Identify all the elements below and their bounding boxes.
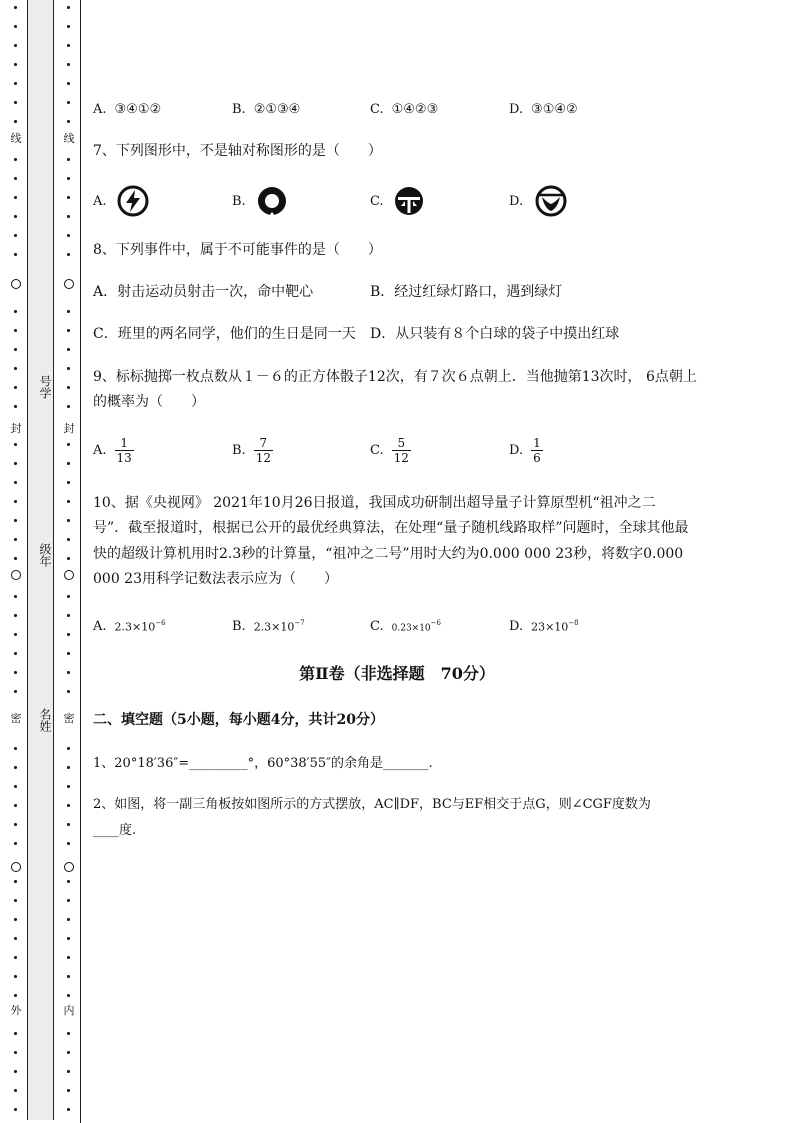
outer-circle-mark (11, 570, 21, 580)
outer-margin-char: 密 (10, 712, 22, 725)
binding-dot (67, 63, 70, 66)
binding-dot (67, 215, 70, 218)
q10-option-d: D. $23\times 10^{-8}$ (509, 619, 579, 635)
binding-dot (14, 880, 17, 883)
fill-question-2-line2: ____度. (93, 823, 137, 838)
binding-dot (14, 1108, 17, 1111)
binding-dot (14, 405, 17, 408)
inner-margin-char: 密 (63, 712, 75, 725)
outer-margin-char: 封 (10, 422, 22, 435)
inner-margin-char: 内 (63, 1004, 75, 1017)
q6-option-d: D. ③①④② (509, 102, 578, 117)
student-info-strip (27, 0, 54, 1120)
binding-dot (14, 519, 17, 522)
q7-stem: 7、下列图形中，不是轴对称图形的是（ ） (93, 143, 382, 159)
binding-dot (67, 880, 70, 883)
binding-dot (14, 6, 17, 9)
binding-dot (67, 253, 70, 256)
q10-line1: 10、据《央视网》 2021年10月26日报道，我国成功研制出超导量子计算原型机“祖冲之二 (93, 495, 656, 511)
binding-dot (14, 329, 17, 332)
binding-dot (67, 196, 70, 199)
outer-margin-char: 线 (10, 132, 22, 145)
binding-dot (67, 6, 70, 9)
binding-dot (67, 652, 70, 655)
binding-dot (67, 386, 70, 389)
inner-margin-char: 封 (63, 422, 75, 435)
binding-dot (14, 690, 17, 693)
binding-dot (67, 120, 70, 123)
binding-dot (67, 918, 70, 921)
binding-dot (14, 253, 17, 256)
binding-dot (14, 785, 17, 788)
binding-dot (67, 842, 70, 845)
outer-dotted-line (9, 0, 23, 1123)
inner-circle-mark (64, 862, 74, 872)
binding-dot (67, 367, 70, 370)
student-number-label: 号学 (38, 375, 52, 399)
binding-dot (14, 234, 17, 237)
binding-dot (67, 462, 70, 465)
binding-dot (14, 443, 17, 446)
outer-circle-mark (11, 279, 21, 289)
binding-dot (67, 785, 70, 788)
binding-dot (14, 348, 17, 351)
binding-dot (67, 899, 70, 902)
q8-option-a: A．射击运动员射击一次，命中靶心 (93, 284, 314, 300)
ring-drop-icon (255, 184, 289, 218)
q7-letter-d: D. (509, 194, 524, 209)
binding-dot (14, 975, 17, 978)
fraction: $\frac{1}{13}$ (116, 436, 132, 465)
binding-dot (14, 956, 17, 959)
q9-option-c: C. $\frac{5}{12}$ (370, 436, 409, 465)
binding-dot (67, 158, 70, 161)
q10-option-c: C. $0.23\times 10^{-6}$ (370, 619, 441, 635)
q6-option-a: A. ③④①② (93, 102, 162, 117)
binding-dot (14, 747, 17, 750)
binding-dot (14, 899, 17, 902)
q10-line3: 快的超级计算机用时2.3秒的计算量，“祖冲之二号”用时大约为0.000 000 23秒，将数字0.000 (93, 546, 684, 562)
binding-dot (67, 595, 70, 598)
binding-dot (67, 519, 70, 522)
binding-dot (14, 994, 17, 997)
fill-question-2-line1: 2、如图，将一副三角板按如图所示的方式摆放，AC∥DF，BC与EF相交于点G，则∠CGF度数为 (93, 797, 651, 812)
binding-dot (67, 937, 70, 940)
q8-stem: 8、下列事件中，属于不可能事件的是（ ） (93, 242, 382, 258)
binding-dot (67, 690, 70, 693)
q8-option-c: C．班里的两名同学，他们的生日是同一天 (93, 326, 356, 342)
fraction: $\frac{5}{12}$ (393, 436, 409, 465)
binding-dot (14, 595, 17, 598)
q6-option-c: C. ①④②③ (370, 102, 439, 117)
binding-dot (14, 842, 17, 845)
q9-stem-line1: 9、标标抛掷一枚点数从１－６的正方体骰子12次，有７次６点朝上．当他抛第13次时， 6点朝上 (93, 369, 697, 385)
binding-dot (14, 101, 17, 104)
binding-dot (14, 1051, 17, 1054)
inner-dotted-line (62, 0, 76, 1123)
q9-option-d: D. $\frac{1}{6}$ (509, 436, 541, 465)
binding-dot (14, 614, 17, 617)
fill-question-1: 1、20°18′36″=_________°，60°38′55″的余角是_______. (93, 756, 433, 771)
q8-option-b: B．经过红绿灯路口，遇到绿灯 (370, 284, 563, 300)
binding-dot (14, 937, 17, 940)
q8-option-d: D．从只装有８个白球的袋子中摸出红球 (370, 326, 620, 342)
binding-dot (67, 1051, 70, 1054)
outer-margin-char: 外 (10, 1004, 22, 1017)
lightning-circle-icon (116, 184, 150, 218)
binding-dot (14, 215, 17, 218)
part2-title: 二、填空题（5小题，每小题4分，共计20分） (93, 712, 384, 728)
binding-dot (14, 25, 17, 28)
binding-dot (67, 348, 70, 351)
binding-dot (67, 82, 70, 85)
binding-dot (67, 1108, 70, 1111)
binding-dot (14, 918, 17, 921)
binding-dot (14, 500, 17, 503)
binding-dot (67, 177, 70, 180)
binding-dot (67, 538, 70, 541)
binding-dot (67, 766, 70, 769)
binding-dot (14, 823, 17, 826)
fraction: $\frac{7}{12}$ (255, 436, 271, 465)
binding-dot (14, 120, 17, 123)
binding-dot (67, 823, 70, 826)
binding-dot (14, 63, 17, 66)
binding-dot (67, 44, 70, 47)
section-title: 第Ⅱ卷（非选择题 70分） (299, 664, 495, 683)
inner-border-line (80, 0, 81, 1123)
q9-stem-line2: 的概率为（ ） (93, 394, 205, 410)
binding-dot (67, 804, 70, 807)
q10-option-b: B. $2.3\times 10^{-7}$ (232, 619, 305, 635)
binding-dot (67, 25, 70, 28)
binding-dot (14, 481, 17, 484)
binding-dot (67, 443, 70, 446)
binding-dot (14, 82, 17, 85)
class-label: 级年 (38, 543, 52, 567)
binding-dot (14, 1089, 17, 1092)
binding-dot (67, 405, 70, 408)
heart-circle-icon (534, 184, 568, 218)
binding-dot (67, 557, 70, 560)
fraction: $\frac{1}{6}$ (533, 436, 541, 465)
q10-line4: 000 23用科学记数法表示应为（ ） (93, 571, 338, 587)
q7-letter-a: A. (93, 194, 107, 209)
q7-letter-c: C. (370, 194, 384, 209)
binding-dot (14, 177, 17, 180)
binding-dot (67, 975, 70, 978)
q10-line2: 号”．截至报道时，根据已公开的最优经典算法，在处理“量子随机线路取样”问题时，全球其他最 (93, 520, 689, 536)
binding-dot (67, 994, 70, 997)
binding-dot (14, 196, 17, 199)
binding-dot (14, 310, 17, 313)
binding-dot (14, 557, 17, 560)
outer-circle-mark (11, 862, 21, 872)
binding-dot (14, 804, 17, 807)
binding-dot (14, 633, 17, 636)
binding-dot (14, 538, 17, 541)
inner-circle-mark (64, 570, 74, 580)
tree-disc-icon (392, 184, 426, 218)
binding-dot (67, 310, 70, 313)
name-label: 名姓 (38, 708, 52, 732)
q9-option-a: A. $\frac{1}{13}$ (93, 436, 132, 465)
binding-dot (14, 1070, 17, 1073)
q7-letter-b: B. (232, 194, 246, 209)
binding-dot (67, 329, 70, 332)
binding-dot (67, 1089, 70, 1092)
binding-dot (67, 633, 70, 636)
binding-dot (67, 481, 70, 484)
binding-dot (14, 158, 17, 161)
q10-option-a: A. $2.3\times 10^{-6}$ (93, 619, 166, 635)
binding-dot (14, 386, 17, 389)
binding-dot (14, 766, 17, 769)
inner-circle-mark (64, 279, 74, 289)
binding-dot (14, 462, 17, 465)
binding-dot (14, 652, 17, 655)
binding-dot (14, 44, 17, 47)
binding-dot (67, 1070, 70, 1073)
binding-dot (67, 1032, 70, 1035)
binding-dot (67, 234, 70, 237)
q6-option-b: B. ②①③④ (232, 102, 301, 117)
binding-dot (14, 367, 17, 370)
binding-dot (67, 956, 70, 959)
binding-dot (67, 101, 70, 104)
binding-dot (14, 1032, 17, 1035)
binding-dot (67, 500, 70, 503)
inner-margin-char: 线 (63, 132, 75, 145)
q9-option-b: B. $\frac{7}{12}$ (232, 436, 271, 465)
binding-dot (67, 747, 70, 750)
binding-dot (67, 614, 70, 617)
